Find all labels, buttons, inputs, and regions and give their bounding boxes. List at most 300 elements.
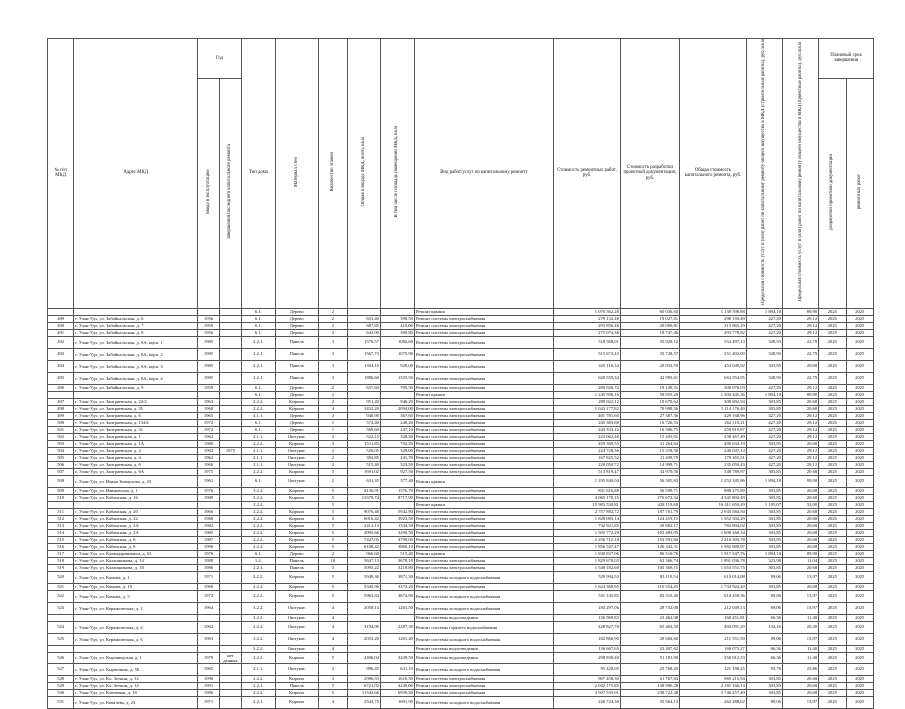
cell-year-last-repair xyxy=(219,440,241,447)
cell-premises-area: 5942,80 xyxy=(380,508,414,515)
cell-total-cost: 1 917 347,76 xyxy=(680,550,747,557)
cell-limit-design: 20,68 xyxy=(782,398,818,405)
cell-total-cost: 308 692,94 xyxy=(680,398,747,405)
cell-house-type: 3.2.2. xyxy=(241,602,275,614)
cell-floors: 5 xyxy=(318,564,348,571)
cell-design-cost: 60 036,60 xyxy=(620,308,679,315)
cell-limit-construction: 427,20 xyxy=(746,315,782,322)
cell-house-type: 3.2.2. xyxy=(241,494,275,501)
cell-limit-design: 20,68 xyxy=(782,487,818,494)
cell-wall-material: Кирпич xyxy=(275,583,318,590)
header-address: Адрес МКД xyxy=(74,39,198,309)
cell-row-number: 526 xyxy=(48,652,74,663)
cell-year-built: 1962 xyxy=(198,454,220,461)
cell-house-type: 2.2.2. xyxy=(241,508,275,515)
cell-address xyxy=(74,308,198,315)
cell-wall-material: Оштукат. xyxy=(275,602,318,614)
cell-premises-area: 792,20 xyxy=(380,440,414,447)
cell-wall-material: Оштукат. xyxy=(275,614,318,621)
table-row xyxy=(48,689,874,696)
cell-work-type: Ремонт крыши xyxy=(414,475,553,487)
cell-total-cost: 969 215,94 xyxy=(680,675,747,682)
cell-house-type: 2.2.2. xyxy=(241,621,275,633)
cell-total-cost: 554 497,13 xyxy=(680,336,747,348)
cell-year-built: 1960 xyxy=(198,583,220,590)
cell-row-number xyxy=(48,391,74,398)
cell-limit-construction: 303,85 xyxy=(746,564,782,571)
cell-row-number: 492 xyxy=(48,336,74,348)
cell-row-number: 522 xyxy=(48,590,74,602)
cell-address: г. Улан-Удэ, ул. Ковалева, д. 23 xyxy=(74,696,198,708)
cell-limit-design: 20,68 xyxy=(782,468,818,475)
cell-repair-cost: 167 825,52 xyxy=(554,454,621,461)
cell-year-built: 1982 xyxy=(198,522,220,529)
cell-floors: 5 xyxy=(318,494,348,501)
cell-floors: 10 xyxy=(318,557,348,564)
cell-total-cost: 351 402,00 xyxy=(680,348,747,360)
cell-house-type: 6.1. xyxy=(241,391,275,398)
cell-limit-design: 89,90 xyxy=(782,308,818,315)
cell-term-works: 2025 xyxy=(846,543,874,550)
cell-limit-construction: 1 894,10 xyxy=(746,391,782,398)
cell-term-design: 2025 xyxy=(819,487,846,494)
cell-total-cost: 211 551,50 xyxy=(680,633,747,645)
cell-year-last-repair xyxy=(219,398,241,405)
cell-term-works: 2025 xyxy=(846,675,874,682)
cell-work-type: Ремонт системы электроснабжения xyxy=(414,447,553,454)
cell-total-area xyxy=(348,645,381,652)
cell-address: г. Улан-Удэ, ул. Забайкальская, д. 8А, корп. 3 xyxy=(74,360,198,372)
cell-term-design: 2025 xyxy=(819,447,846,454)
header-term-design: разработки проектной документации xyxy=(819,78,846,308)
cell-premises-area: 3860,10 xyxy=(380,543,414,550)
cell-work-type: Ремонт системы электроснабжения xyxy=(414,336,553,348)
cell-total-area: 6016,42 xyxy=(348,515,381,522)
cell-total-cost: 1 653 551,75 xyxy=(680,564,747,571)
cell-total-area: 2136,91 xyxy=(348,487,381,494)
cell-house-type: 2.2.2. xyxy=(241,675,275,682)
table-row xyxy=(48,621,874,633)
cell-work-type: Ремонт системы электроснабжения xyxy=(414,536,553,543)
header-limit-design: Предельная стоимость услуг и (или) работ по капитальному ремонту общего имущества в МКД (проектные работы), руб./кв.м xyxy=(782,39,818,309)
cell-row-number: 501 xyxy=(48,426,74,433)
cell-limit-construction: 303,85 xyxy=(746,468,782,475)
cell-row-number: 496 xyxy=(48,384,74,391)
cell-wall-material: Панель xyxy=(275,682,318,689)
cell-floors: 5 xyxy=(318,536,348,543)
cell-premises-area: 247,10 xyxy=(380,426,414,433)
table-row xyxy=(48,360,874,372)
cell-address: г. Улан-Удэ, ул. Керамическая, д. 6 xyxy=(74,633,198,645)
cell-year-built: 1966 xyxy=(198,461,220,468)
cell-floors: 4 xyxy=(318,621,348,633)
cell-row-number: 514 xyxy=(48,529,74,536)
cell-premises-area: 3372,20 xyxy=(380,583,414,590)
cell-total-cost: 1 252 345,86 xyxy=(680,475,747,487)
cell-work-type: Ремонт системы электроснабжения xyxy=(414,360,553,372)
cell-limit-design: 11,40 xyxy=(782,652,818,663)
cell-premises-area: 3923,50 xyxy=(380,515,414,522)
table-row xyxy=(48,682,874,689)
cell-address: г. Улан-Удэ, ул. Заиграевская, д. 4 xyxy=(74,454,198,461)
cell-year-last-repair xyxy=(219,536,241,543)
cell-term-design: 2025 xyxy=(819,322,846,329)
cell-row-number: 508 xyxy=(48,475,74,487)
cell-row-number: 517 xyxy=(48,550,74,557)
cell-address: г. Улан-Удэ, ул. Забайкальская, д. 6 xyxy=(74,315,198,322)
cell-wall-material: Дерево xyxy=(275,384,318,391)
cell-year-last-repair xyxy=(219,468,241,475)
capital-repair-register xyxy=(47,38,874,709)
cell-limit-design: 20,68 xyxy=(782,536,818,543)
cell-limit-construction: 303,85 xyxy=(746,440,782,447)
cell-limit-design: 20,68 xyxy=(782,522,818,529)
cell-work-type: Ремонт системы электроснабжения xyxy=(414,682,553,689)
cell-total-cost: 429 168,96 xyxy=(680,412,747,419)
table-row xyxy=(48,696,874,708)
cell-row-number xyxy=(48,645,74,652)
table-row xyxy=(48,487,874,494)
cell-house-type: 6.1. xyxy=(241,308,275,315)
table-row xyxy=(48,529,874,536)
cell-address: г. Улан-Удэ, ул. Заиграевская, д. 31 xyxy=(74,426,198,433)
cell-total-area: 1691,02 xyxy=(348,468,381,475)
cell-year-last-repair xyxy=(219,571,241,583)
header-limit-construction: Предельная стоимость услуг и (или) работ по капитальному ремонту общего имущества в МКД (строительные работы), руб./кв.м xyxy=(746,39,782,309)
cell-term-design: 2025 xyxy=(819,590,846,602)
cell-limit-construction: 303,85 xyxy=(746,689,782,696)
cell-year-last-repair xyxy=(219,508,241,515)
cell-repair-cost: 226 724,30 xyxy=(554,696,621,708)
cell-term-design: 2025 xyxy=(819,621,846,633)
cell-year-built: 1989 xyxy=(198,494,220,501)
cell-term-design: 2025 xyxy=(819,494,846,501)
table-row xyxy=(48,329,874,336)
cell-address: г. Улан-Удэ, ул. Кабанская, д. 16 xyxy=(74,494,198,501)
cell-term-design: 2025 xyxy=(819,543,846,550)
cell-limit-construction: 89,06 xyxy=(746,633,782,645)
cell-floors: 1 xyxy=(318,419,348,426)
cell-total-cost: 1 952 502,29 xyxy=(680,515,747,522)
cell-limit-construction: 1 894,10 xyxy=(746,550,782,557)
cell-house-type: 2.2.1. xyxy=(241,360,275,372)
cell-premises-area xyxy=(380,614,414,621)
table-row xyxy=(48,645,874,652)
table-row xyxy=(48,468,874,475)
cell-year-built: 1975 xyxy=(198,468,220,475)
cell-work-type: Ремонт системы электроснабжения xyxy=(414,564,553,571)
cell-limit-design: 29,12 xyxy=(782,412,818,419)
cell-floors: 4 xyxy=(318,614,348,621)
cell-repair-cost: 907 458,30 xyxy=(554,675,621,682)
cell-limit-construction: 427,20 xyxy=(746,433,782,440)
cell-floors: 5 xyxy=(318,487,348,494)
cell-floors: 3 xyxy=(318,675,348,682)
cell-term-works: 2025 xyxy=(846,529,874,536)
cell-house-type: 2.2.1. xyxy=(241,372,275,384)
cell-limit-construction: 303,85 xyxy=(746,543,782,550)
cell-house-type: 2.2.2. xyxy=(241,536,275,543)
cell-term-works: 2025 xyxy=(846,475,874,487)
cell-work-type: Ремонт системы электроснабжения xyxy=(414,454,553,461)
cell-total-cost: 240 047,14 xyxy=(680,447,747,454)
cell-design-cost: 19 027,01 xyxy=(620,315,679,322)
cell-term-design: 2025 xyxy=(819,398,846,405)
cell-limit-construction: 303,85 xyxy=(746,522,782,529)
cell-work-type: Ремонт системы электроснабжения xyxy=(414,689,553,696)
cell-house-type: 2.1.1. xyxy=(241,663,275,675)
cell-work-type: Ремонт системы водоотведения xyxy=(414,652,553,663)
cell-premises-area: 1334,50 xyxy=(380,522,414,529)
cell-term-design: 2025 xyxy=(819,564,846,571)
cell-term-works: 2025 xyxy=(846,315,874,322)
table-row xyxy=(48,461,874,468)
cell-design-cost: 153 591,60 xyxy=(620,536,679,543)
cell-year-last-repair xyxy=(219,675,241,682)
cell-address xyxy=(74,501,198,508)
cell-wall-material: Оштукат. xyxy=(275,621,318,633)
cell-premises-area: 3674,90 xyxy=(380,590,414,602)
cell-house-type: 2.2.1. xyxy=(241,682,275,689)
cell-total-area: 1394,10 xyxy=(348,360,381,372)
cell-repair-cost: 224 728,56 xyxy=(554,447,621,454)
cell-house-type: 2.2.2. xyxy=(241,468,275,475)
cell-house-type: 2.2.1. xyxy=(241,696,275,708)
cell-year-last-repair: нет данных xyxy=(219,652,241,663)
cell-address: г. Улан-Удэ, ул. Заиграевская, д. 6 xyxy=(74,461,198,468)
cell-term-design: 2025 xyxy=(819,645,846,652)
cell-row-number: 519 xyxy=(48,564,74,571)
cell-term-design: 2025 xyxy=(819,550,846,557)
cell-row-number: 520 xyxy=(48,571,74,583)
cell-term-works: 2025 xyxy=(846,633,874,645)
cell-house-type: 2.2.2. xyxy=(241,583,275,590)
cell-work-type: Ремонт системы электроснабжения xyxy=(414,348,553,360)
cell-repair-cost: 136 969,83 xyxy=(554,614,621,621)
cell-limit-construction: 1 894,10 xyxy=(746,308,782,315)
header-year-last-repair: завершения последнего капитального ремонта xyxy=(219,78,241,308)
cell-year-built: 1956 xyxy=(198,315,220,322)
cell-total-cost: 494 091,29 xyxy=(680,621,747,633)
cell-wall-material: Дерево xyxy=(275,308,318,315)
cell-house-type: 2.2.2. xyxy=(241,529,275,536)
cell-term-design: 2025 xyxy=(819,329,846,336)
cell-repair-cost: 2 256 712,18 xyxy=(554,536,621,543)
cell-premises-area: 367,60 xyxy=(380,412,414,419)
table-row xyxy=(48,391,874,398)
cell-term-design: 2025 xyxy=(819,419,846,426)
cell-term-works: 2025 xyxy=(846,689,874,696)
cell-term-design: 2025 xyxy=(819,696,846,708)
header-num: № п/п МКД xyxy=(48,39,74,309)
cell-term-works: 2025 xyxy=(846,336,874,348)
cell-row-number: 510 xyxy=(48,494,74,501)
cell-term-works: 2025 xyxy=(846,508,874,515)
cell-repair-cost: 2 757 882,72 xyxy=(554,508,621,515)
cell-row-number: 511 xyxy=(48,508,74,515)
cell-term-design: 2025 xyxy=(819,433,846,440)
cell-repair-cost: 425 116,34 xyxy=(554,360,621,372)
cell-term-works: 2025 xyxy=(846,433,874,440)
cell-work-type: Ремонт системы электроснабжения xyxy=(414,461,553,468)
cell-total-cost: 2 410 303,78 xyxy=(680,536,747,543)
cell-total-cost: 160 451,81 xyxy=(680,614,747,621)
cell-row-number: 524 xyxy=(48,621,74,633)
cell-term-works: 2025 xyxy=(846,329,874,336)
cell-address: г. Улан-Удэ, ул. Забайкальская, д. 9 xyxy=(74,384,198,391)
cell-design-cost: 28 752,08 xyxy=(620,602,679,614)
cell-total-area: 940,90 xyxy=(348,412,381,419)
cell-total-area: 1886,60 xyxy=(348,372,381,384)
cell-year-last-repair xyxy=(219,682,241,689)
cell-repair-cost: 289 022,12 xyxy=(554,398,621,405)
cell-total-area: 569,60 xyxy=(348,426,381,433)
cell-work-type: Ремонт системы водоотведения xyxy=(414,645,553,652)
cell-year-built: 1986 xyxy=(198,564,220,571)
cell-year-last-repair xyxy=(219,372,241,384)
cell-year-last-repair xyxy=(219,329,241,336)
cell-term-works: 2025 xyxy=(846,419,874,426)
cell-year-last-repair xyxy=(219,405,241,412)
cell-repair-cost: 183 297,06 xyxy=(554,602,621,614)
cell-design-cost: 102 483,05 xyxy=(620,529,679,536)
cell-premises-area: 323,50 xyxy=(380,461,414,468)
table-row xyxy=(48,564,874,571)
cell-design-cost: 70 998,56 xyxy=(620,405,679,412)
cell-term-design: 2025 xyxy=(819,508,846,515)
cell-design-cost: 35 728,57 xyxy=(620,348,679,360)
cell-limit-design: 11,40 xyxy=(782,645,818,652)
cell-address: г. Улан-Удэ, ул. Камова, д. 19 xyxy=(74,583,198,590)
header-term-works: ремонтных работ xyxy=(846,78,874,308)
cell-year-built: 1966 xyxy=(198,508,220,515)
cell-work-type: Ремонт системы электроснабжения xyxy=(414,543,553,550)
cell-term-works: 2025 xyxy=(846,372,874,384)
cell-limit-design: 20,68 xyxy=(782,360,818,372)
cell-wall-material: Кирпич xyxy=(275,590,318,602)
cell-total-area: 2033,20 xyxy=(348,633,381,645)
cell-total-cost: 262 288,62 xyxy=(680,696,747,708)
cell-floors: 2 xyxy=(318,454,348,461)
cell-work-type: Ремонт системы электроснабжения xyxy=(414,515,553,522)
cell-floors: 2 xyxy=(318,308,348,315)
cell-limit-construction: 328,93 xyxy=(746,372,782,384)
cell-limit-design: 32,00 xyxy=(782,501,818,508)
cell-total-area: 1511,83 xyxy=(348,440,381,447)
cell-house-type: 2.2.2. xyxy=(241,515,275,522)
cell-premises-area: 4249,00 xyxy=(380,682,414,689)
cell-address: г. Улан-Удэ, ул. Калашникова, д. 14 xyxy=(74,557,198,564)
cell-address: г. Улан-Удэ, ул. Забайкальская, д. 7 xyxy=(74,322,198,329)
cell-wall-material: Кирпич xyxy=(275,508,318,515)
cell-design-cost: 28 933,59 xyxy=(620,360,679,372)
cell-house-type: 2.2.2. xyxy=(241,689,275,696)
cell-repair-cost: 4 065 170,15 xyxy=(554,494,621,501)
cell-house-type: 2.2.2. xyxy=(241,405,275,412)
cell-row-number: 516 xyxy=(48,543,74,550)
cell-limit-construction: 427,20 xyxy=(746,461,782,468)
cell-limit-construction: 66,36 xyxy=(746,652,782,663)
cell-year-built: 1987 xyxy=(198,536,220,543)
cell-house-type: 6.1. xyxy=(241,315,275,322)
cell-term-design: 2025 xyxy=(819,412,846,419)
table-row xyxy=(48,384,874,391)
cell-design-cost: 56 599,71 xyxy=(620,487,679,494)
table-row xyxy=(48,501,874,508)
cell-year-built: 1972 xyxy=(198,590,220,602)
table-row xyxy=(48,315,874,322)
cell-design-cost: 31 264,64 xyxy=(620,440,679,447)
cell-term-works: 2025 xyxy=(846,682,874,689)
cell-year-built: 1990 xyxy=(198,543,220,550)
cell-premises-area: 410,00 xyxy=(380,322,414,329)
cell-term-design: 2025 xyxy=(819,529,846,536)
cell-total-area xyxy=(348,308,381,315)
table-body xyxy=(48,308,874,708)
table-row xyxy=(48,557,874,564)
cell-limit-design: 13,97 xyxy=(782,571,818,583)
cell-work-type: Ремонт системы электроснабжения xyxy=(414,675,553,682)
cell-term-works: 2025 xyxy=(846,398,874,405)
cell-premises-area: 1333,50 xyxy=(380,372,414,384)
cell-term-works: 2025 xyxy=(846,557,874,564)
cell-repair-cost: 3 507 535,01 xyxy=(554,689,621,696)
cell-repair-cost: 223 062,48 xyxy=(554,433,621,440)
cell-premises-area: 631,10 xyxy=(380,663,414,675)
cell-address: г. Улан-Удэ, ул. Заиграевская, д. 6 xyxy=(74,412,198,419)
cell-total-area: 13378,74 xyxy=(348,494,381,501)
cell-term-design: 2025 xyxy=(819,633,846,645)
cell-row-number: 515 xyxy=(48,536,74,543)
cell-year-built: 1959 xyxy=(198,384,220,391)
cell-repair-cost: 293 856,48 xyxy=(554,322,621,329)
cell-floors: 5 xyxy=(318,501,348,508)
cell-total-area: 4406,04 xyxy=(348,652,381,663)
header-planned-term: Плановый срок завершения xyxy=(819,39,874,79)
cell-limit-construction: 427,20 xyxy=(746,384,782,391)
cell-term-design: 2025 xyxy=(819,663,846,675)
cell-design-cost: 23 407,62 xyxy=(620,645,679,652)
cell-year-built: 1963 xyxy=(198,633,220,645)
cell-limit-construction: 89,06 xyxy=(746,590,782,602)
cell-wall-material: Оштукат. xyxy=(275,663,318,675)
header-wall-material: Материал стен xyxy=(275,39,318,309)
cell-limit-construction: 66,36 xyxy=(746,614,782,621)
cell-total-area: 574,40 xyxy=(348,419,381,426)
cell-wall-material: Дерево xyxy=(275,412,318,419)
cell-floors: 4 xyxy=(318,645,348,652)
cell-year-built: 1985 xyxy=(198,529,220,536)
cell-limit-construction: 303,85 xyxy=(746,515,782,522)
cell-address: г. Улан-Удэ, ул. Заиграевская, д. 22/2 xyxy=(74,398,198,405)
header-year: Год xyxy=(198,39,242,79)
cell-row-number: 499 xyxy=(48,412,74,419)
cell-limit-design: 20,68 xyxy=(782,543,818,550)
cell-premises-area: 329,00 xyxy=(380,447,414,454)
cell-total-cost: 1 734 924,40 xyxy=(680,583,747,590)
cell-limit-design: 13,97 xyxy=(782,696,818,708)
cell-total-cost: 259 919,87 xyxy=(680,426,747,433)
cell-limit-design: 29,12 xyxy=(782,315,818,322)
cell-term-works: 2025 xyxy=(846,571,874,583)
cell-total-area: 4995,66 xyxy=(348,529,381,536)
cell-term-works: 2025 xyxy=(846,487,874,494)
cell-work-type: Ремонт системы холодного водоснабжения xyxy=(414,602,553,614)
cell-house-type: 6.1. xyxy=(241,550,275,557)
cell-house-type: 2.1.1. xyxy=(241,447,275,454)
cell-year-built: 1959 xyxy=(198,322,220,329)
cell-row-number: 490 xyxy=(48,322,74,329)
